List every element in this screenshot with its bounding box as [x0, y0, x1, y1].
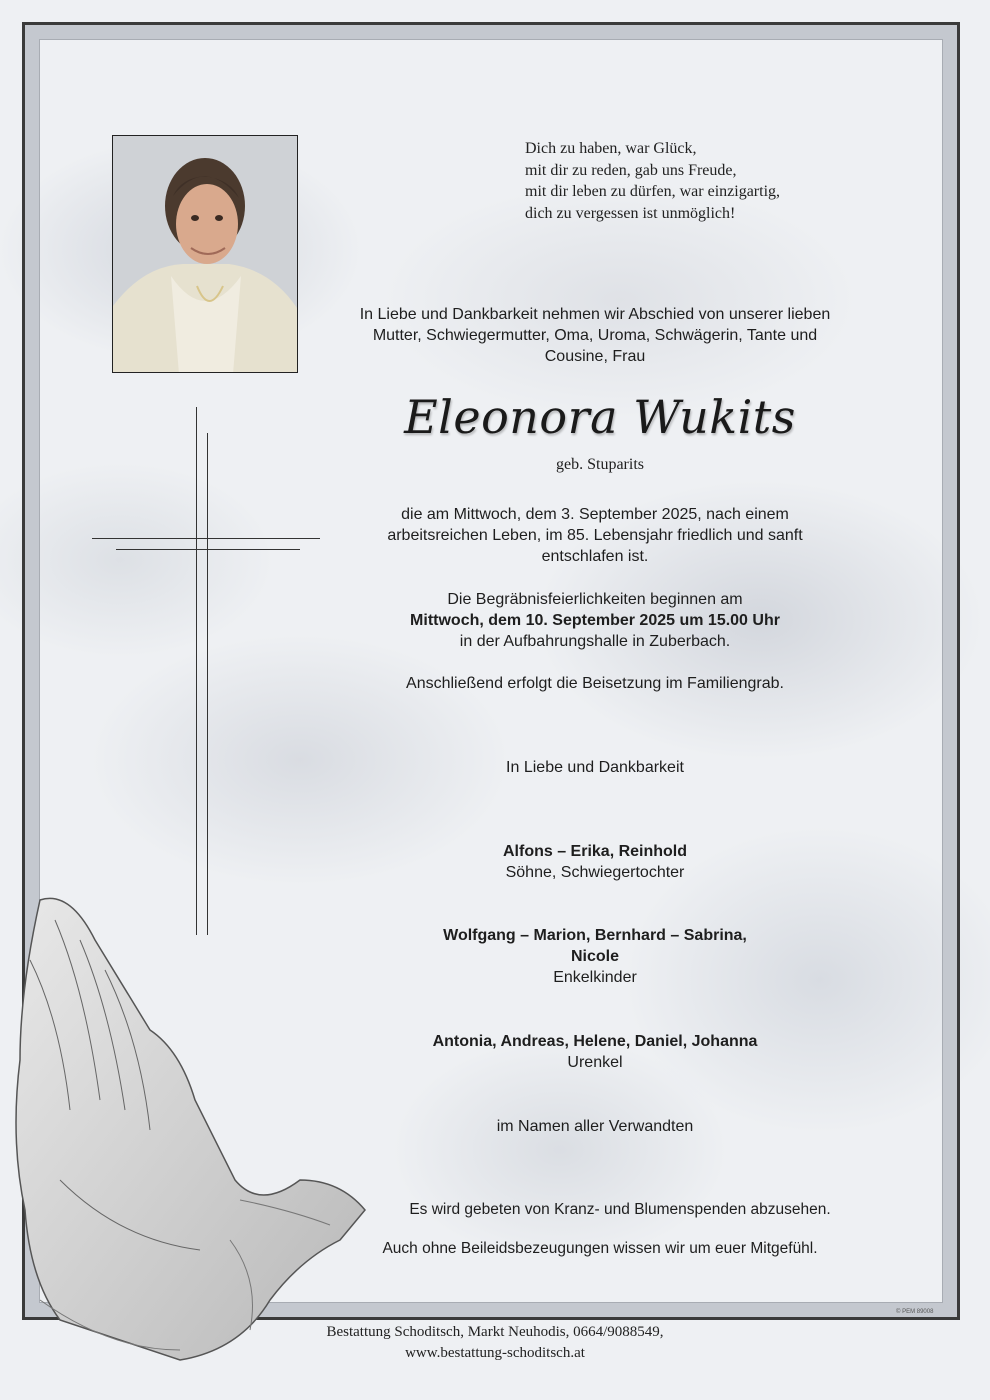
- portrait-photo: [112, 135, 298, 373]
- death-line: entschlafen ist.: [541, 548, 649, 565]
- poem-line: Dich zu haben, war Glück,: [525, 140, 697, 157]
- family-group-great-grandchildren: [320, 1031, 870, 1073]
- death-line: die am Mittwoch, dem 3. September 2025, nach einem: [401, 506, 789, 523]
- cross-vertical-line-1: [196, 407, 197, 935]
- funeral-location: in der Aufbahrungshalle in Zuberbach.: [459, 633, 731, 650]
- family-group-sons: [320, 841, 870, 883]
- funeral-home-footer: [300, 1322, 690, 1364]
- family-relation: Urenkel: [567, 1054, 623, 1071]
- poem-line: mit dir zu reden, gab uns Freude,: [525, 161, 737, 179]
- family-relation: Söhne, Schwiegertochter: [505, 864, 685, 881]
- cross-horizontal-line-1: [92, 538, 320, 539]
- funeral-details: [320, 589, 870, 652]
- family-relation: Enkelkinder: [553, 969, 637, 986]
- birth-name: geb. Stuparits: [556, 456, 644, 473]
- death-line: arbeitsreichen Leben, im 85. Lebensjahr friedlich und sanft: [387, 527, 803, 544]
- cross-vertical-line-2: [207, 433, 208, 935]
- copyright-mark: © PEM 89008: [896, 1309, 934, 1315]
- cross-horizontal-line-2: [116, 549, 300, 550]
- portrait-illustration: [113, 136, 298, 373]
- burial-note: Anschließend erfolgt die Beisetzung im Familiengrab.: [406, 675, 784, 692]
- death-notice: [320, 504, 870, 567]
- footer-contact: Bestattung Schoditsch, Markt Neuhodis, 0664/9088549,: [326, 1324, 664, 1340]
- memorial-poem: [525, 138, 885, 224]
- family-names: Antonia, Andreas, Helene, Daniel, Johanna: [432, 1033, 758, 1050]
- request-no-flowers: Es wird gebeten von Kranz- und Blumenspenden abzusehen.: [409, 1201, 831, 1218]
- request-no-condolences: Auch ohne Beileidsbezeugungen wissen wir um euer Mitgefühl.: [382, 1240, 818, 1257]
- footer-website: www.bestattung-schoditsch.at: [405, 1345, 585, 1361]
- family-names: Alfons – Erika, Reinhold: [502, 843, 688, 860]
- intro-line: Mutter, Schwiegermutter, Oma, Uroma, Schwägerin, Tante und: [372, 327, 818, 344]
- thanks-line: In Liebe und Dankbarkeit: [506, 759, 684, 776]
- farewell-intro: [320, 304, 870, 367]
- funeral-date-time: Mittwoch, dem 10. September 2025 um 15.00 Uhr: [410, 612, 780, 629]
- family-names: Wolfgang – Marion, Bernhard – Sabrina,: [443, 927, 747, 944]
- funeral-intro: Die Begräbnisfeierlichkeiten beginnen am: [447, 591, 743, 608]
- deceased-name: Eleonora Wukits: [404, 390, 796, 444]
- family-group-grandchildren: [320, 925, 870, 988]
- poem-line: mit dir leben zu dürfen, war einzigartig,: [525, 183, 781, 200]
- family-names: Nicole: [570, 948, 619, 965]
- poem-line: dich zu vergessen ist unmöglich!: [525, 204, 736, 222]
- on-behalf-line: im Namen aller Verwandten: [496, 1118, 694, 1135]
- intro-line: Cousine, Frau: [544, 348, 646, 365]
- intro-line: In Liebe und Dankbarkeit nehmen wir Abschied von unserer lieben: [359, 306, 831, 323]
